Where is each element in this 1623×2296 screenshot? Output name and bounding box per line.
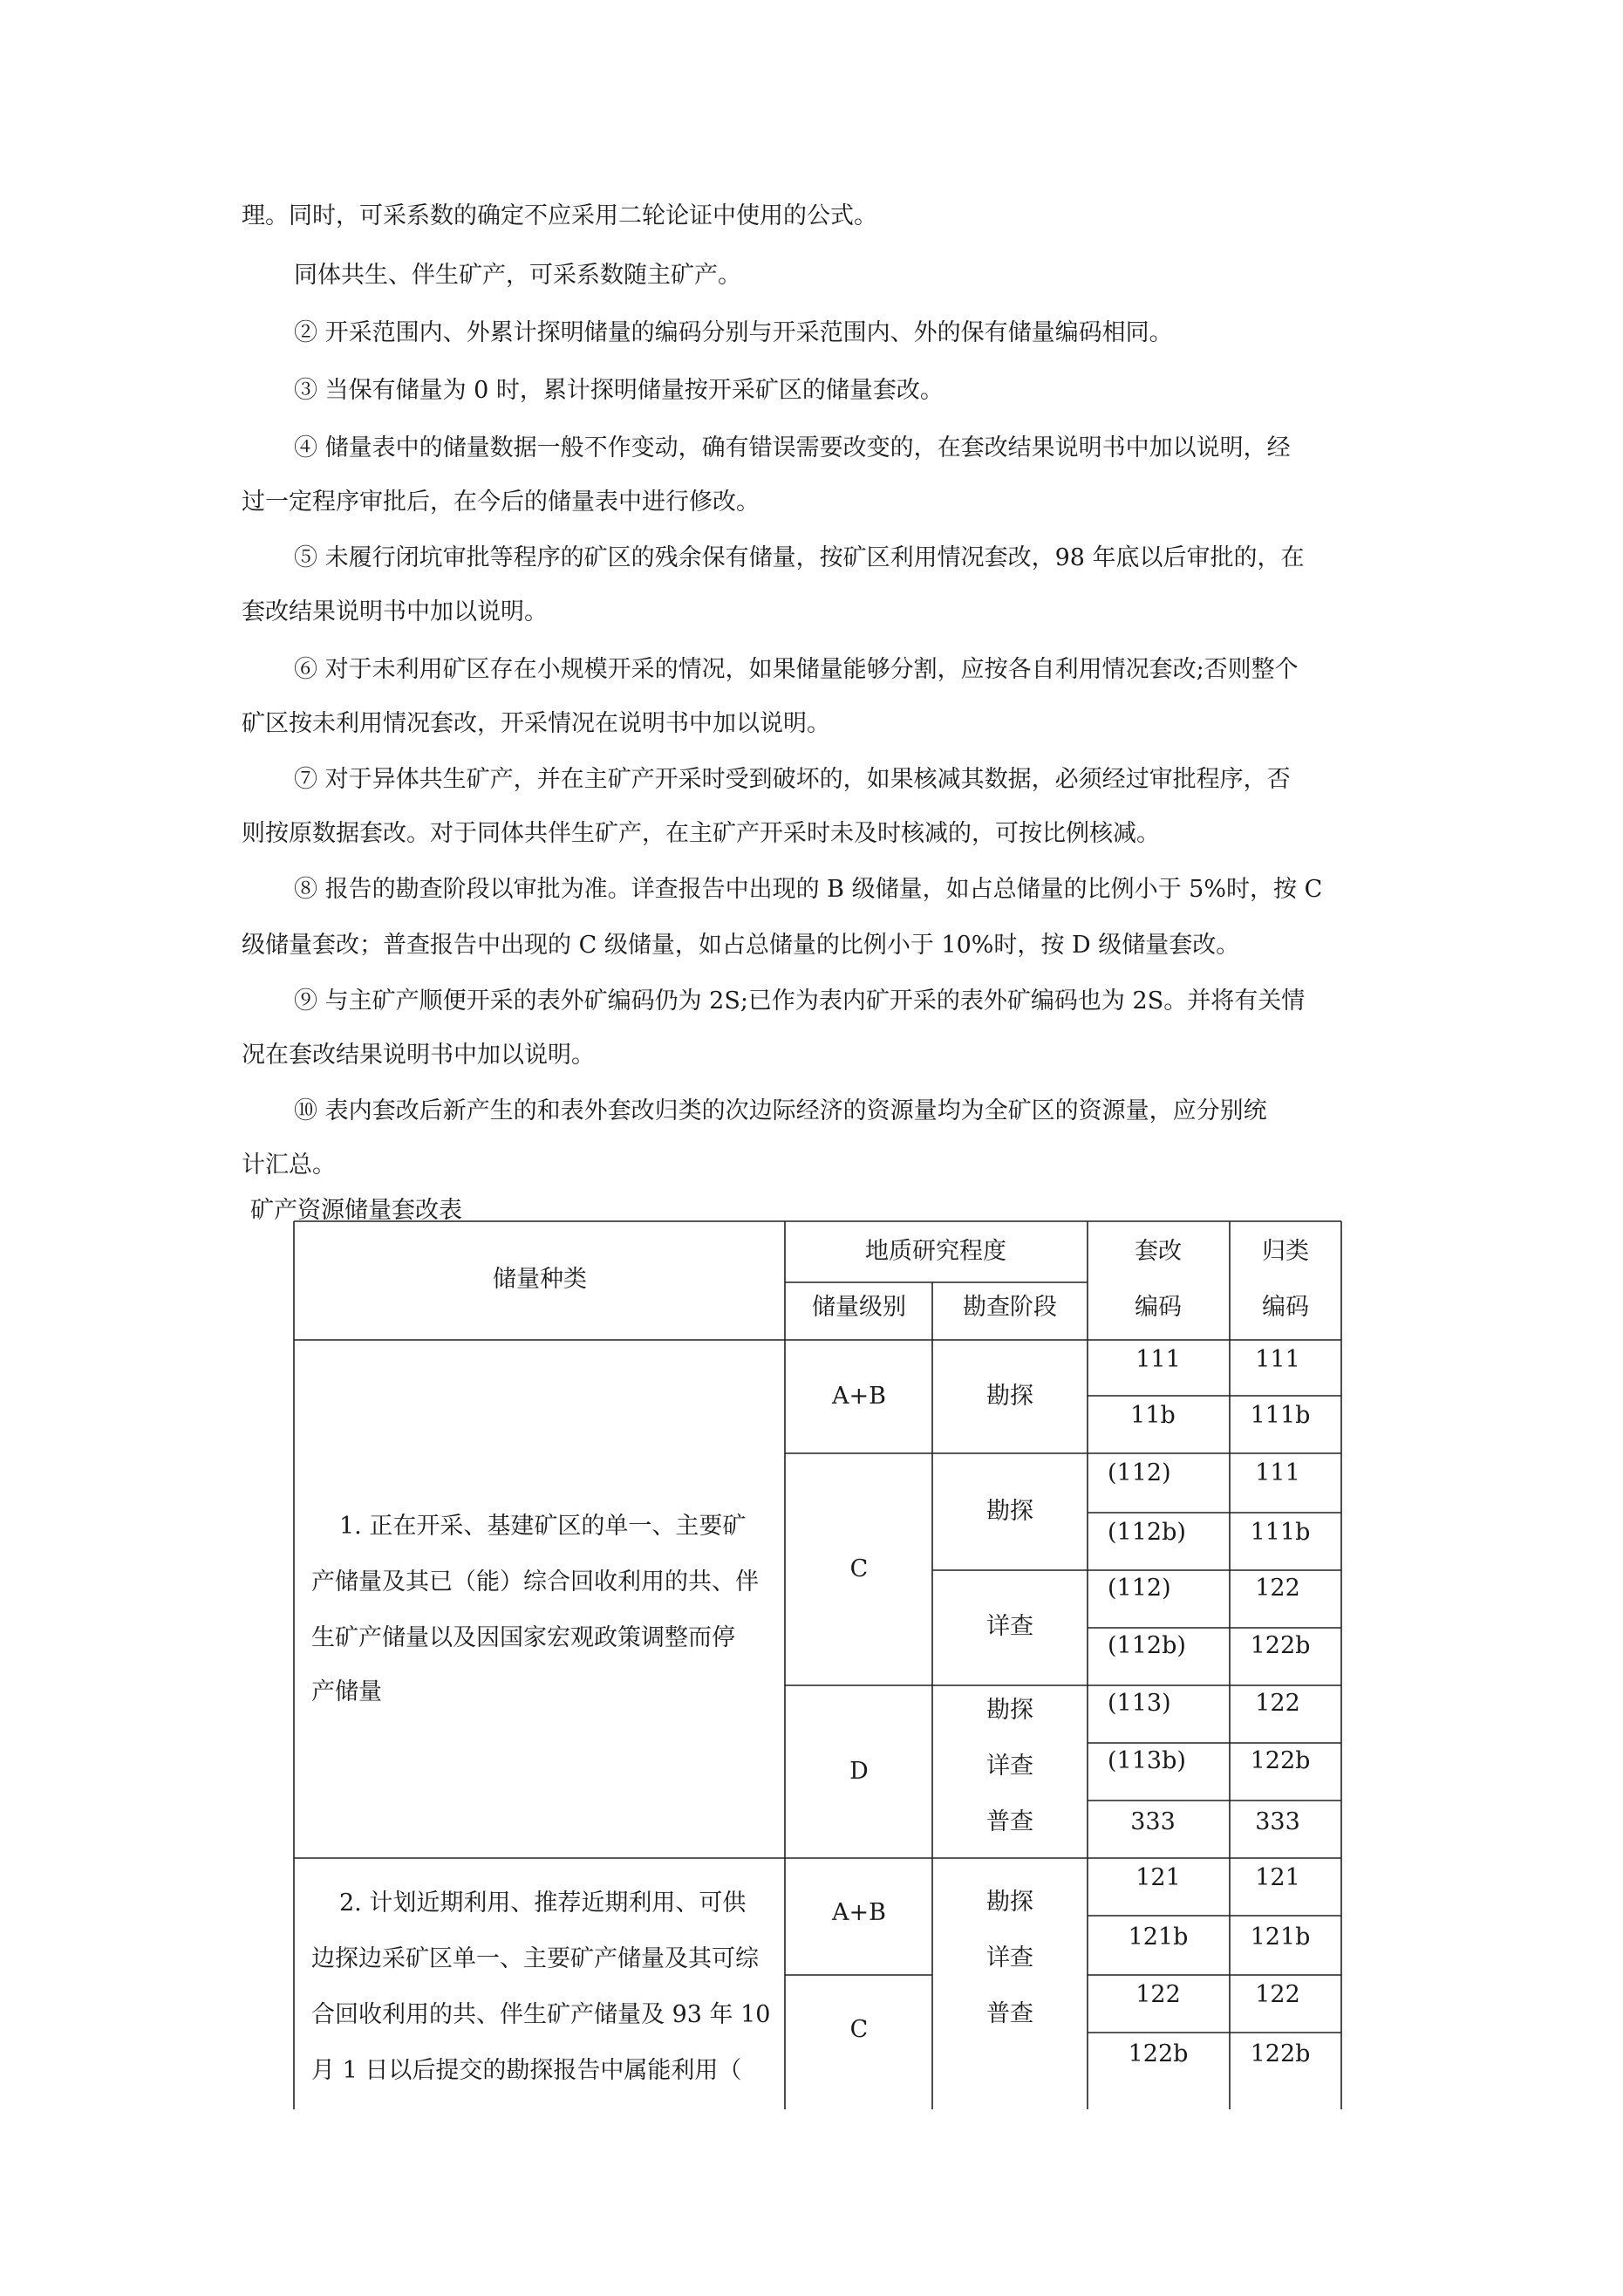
code-cell: 122 — [1255, 1575, 1300, 1602]
description-line: 合回收利用的共、伴生矿产储量及 93 年 10 — [311, 2001, 771, 2028]
code-cell: 122b — [1250, 2040, 1311, 2067]
code-cell: (112) — [1108, 1459, 1171, 1486]
code-cell: 121b — [1250, 1924, 1311, 1951]
code-cell: (112b) — [1108, 1519, 1186, 1546]
code-cell: 122 — [1255, 1690, 1300, 1717]
paragraph: 则按原数据套改。对于同体共伴生矿产，在主矿产开采时未及时核减的，可按比例核减。 — [242, 820, 1160, 847]
paragraph: 过一定程序审批后，在今后的储量表中进行修改。 — [242, 489, 760, 516]
paragraph: 理。同时，可采系数的确定不应采用二轮论证中使用的公式。 — [242, 202, 877, 229]
description-line: 产储量 — [311, 1678, 382, 1705]
code-cell: 111b — [1250, 1402, 1311, 1429]
code-cell: 122b — [1250, 1747, 1311, 1774]
paragraph: 况在套改结果说明书中加以说明。 — [242, 1042, 595, 1069]
grade-cell: A+B — [832, 1383, 886, 1410]
code-cell: (112) — [1108, 1575, 1171, 1602]
table-title: 矿产资源储量套改表 — [250, 1197, 462, 1224]
code-cell: 122b — [1250, 1632, 1311, 1659]
code-cell: 111b — [1250, 1519, 1311, 1546]
stage-cell: 详查 — [986, 1753, 1033, 1780]
grade-cell: D — [849, 1758, 869, 1785]
code-cell: 11b — [1130, 1402, 1176, 1429]
stage-cell: 勘探 — [986, 1498, 1033, 1525]
paragraph: ③ 当保有储量为 0 时，累计探明储量按开采矿区的储量套改。 — [294, 377, 944, 404]
description-line: 月 1 日以后提交的勘探报告中属能利用（ — [311, 2057, 742, 2084]
paragraph: 同体共生、伴生矿产，可采系数随主矿产。 — [294, 262, 741, 289]
code-cell: (113b) — [1108, 1747, 1186, 1774]
code-cell: 333 — [1255, 1808, 1300, 1835]
code-cell: (113) — [1108, 1690, 1171, 1717]
paragraph: ⑨ 与主矿产顺便开采的表外矿编码仍为 2S;已作为表内矿开采的表外矿编码也为 2S。并将有关情 — [294, 987, 1306, 1015]
code-cell: 121b — [1128, 1924, 1189, 1951]
description-line: 2. 计划近期利用、推荐近期利用、可供 — [339, 1889, 747, 1917]
paragraph: 套改结果说明书中加以说明。 — [242, 598, 548, 625]
header-kind: 储量种类 — [493, 1266, 587, 1293]
header-code2: 归类 — [1262, 1238, 1309, 1265]
paragraph: ⑦ 对于异体共生矿产，并在主矿产开采时受到破坏的，如果核减其数据，必须经过审批程序，否 — [294, 766, 1291, 793]
code-cell: 121 — [1255, 1864, 1300, 1891]
grade-cell: A+B — [832, 1899, 886, 1926]
grade-cell: C — [849, 2016, 869, 2043]
header-stage: 勘查阶段 — [963, 1294, 1057, 1321]
code-cell: 122b — [1128, 2040, 1189, 2067]
code-cell: 122 — [1255, 1981, 1300, 2008]
stage-cell: 普查 — [986, 1808, 1033, 1835]
header-grade: 储量级别 — [812, 1294, 906, 1321]
stage-cell: 勘探 — [986, 1889, 1033, 1916]
paragraph: ④ 储量表中的储量数据一般不作变动，确有错误需要改变的，在套改结果说明书中加以说明，经 — [294, 434, 1291, 461]
description-line: 生矿产储量以及因国家宏观政策调整而停 — [311, 1624, 735, 1651]
stage-cell: 勘探 — [986, 1697, 1033, 1724]
paragraph: 级储量套改；普查报告中出现的 C 级储量，如占总储量的比例小于 10%时，按 D 级储量套改。 — [242, 932, 1240, 959]
description-line: 产储量及其已（能）综合回收利用的共、伴 — [311, 1568, 759, 1596]
header-geo: 地质研究程度 — [865, 1238, 1006, 1265]
paragraph: 计汇总。 — [242, 1151, 336, 1179]
code-cell: 122 — [1135, 1981, 1181, 2008]
stage-cell: 详查 — [986, 1944, 1033, 1971]
paragraph: ⑤ 未履行闭坑审批等程序的矿区的残余保有储量，按矿区利用情况套改，98 年底以后审批的，在 — [294, 544, 1305, 571]
stage-cell: 详查 — [986, 1613, 1033, 1640]
code-cell: 111 — [1255, 1346, 1300, 1373]
code-cell: 333 — [1130, 1808, 1176, 1835]
paragraph: ⑧ 报告的勘查阶段以审批为准。详查报告中出现的 B 级储量，如占总储量的比例小于 5%时，按 C — [294, 876, 1323, 903]
header-code1: 套改 — [1135, 1238, 1182, 1265]
code-cell: (112b) — [1108, 1632, 1186, 1659]
stage-cell: 普查 — [986, 2000, 1033, 2027]
paragraph: ⑥ 对于未利用矿区存在小规模开采的情况，如果储量能够分割，应按各自利用情况套改;否则整个 — [294, 656, 1299, 683]
code-cell: 111 — [1135, 1346, 1181, 1373]
description-line: 边探边采矿区单一、主要矿产储量及其可综 — [311, 1945, 759, 1972]
paragraph: ② 开采范围内、外累计探明储量的编码分别与开采范围内、外的保有储量编码相同。 — [294, 319, 1173, 346]
grade-cell: C — [849, 1555, 869, 1582]
paragraph: ⑩ 表内套改后新产生的和表外套改归类的次边际经济的资源量均为全矿区的资源量，应分别统 — [294, 1097, 1267, 1124]
stage-cell: 勘探 — [986, 1383, 1033, 1410]
header-code2: 编码 — [1262, 1294, 1309, 1321]
header-code1: 编码 — [1135, 1294, 1182, 1321]
description-line: 1. 正在开采、基建矿区的单一、主要矿 — [339, 1513, 747, 1540]
code-cell: 121 — [1135, 1864, 1181, 1891]
code-cell: 111 — [1255, 1459, 1300, 1486]
paragraph: 矿区按未利用情况套改，开采情况在说明书中加以说明。 — [242, 710, 830, 737]
